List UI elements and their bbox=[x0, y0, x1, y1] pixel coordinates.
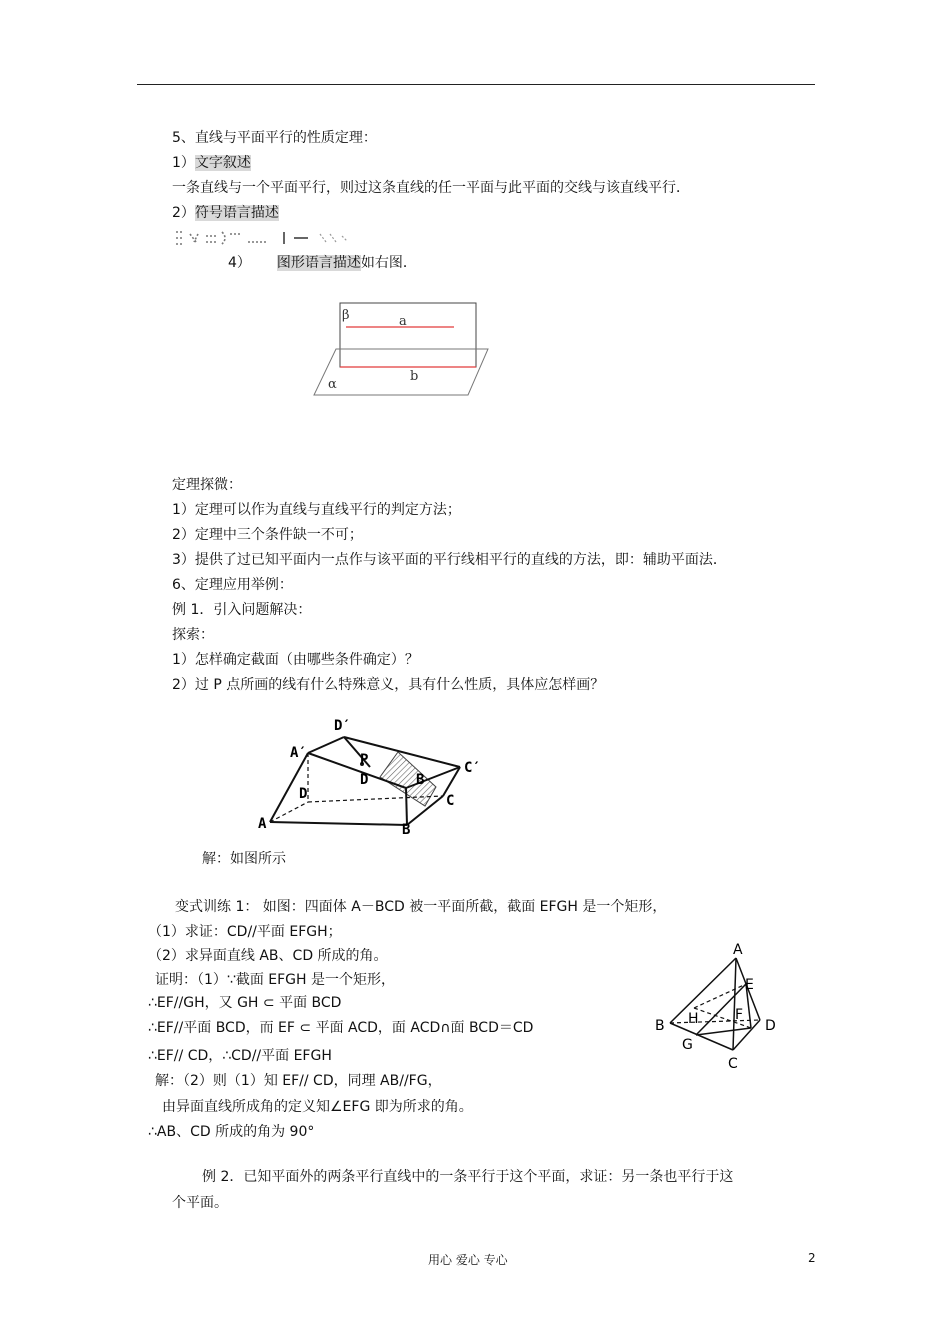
item4-num: 4） bbox=[228, 255, 251, 271]
label-b: b bbox=[410, 369, 419, 384]
probe-title: 定理探微： bbox=[172, 477, 242, 493]
label-B: B bbox=[402, 822, 411, 837]
proof-line-2: ∴EF//GH，又 GH ⊂ 平面 BCD bbox=[148, 995, 342, 1011]
item1 bbox=[172, 153, 251, 173]
label-Cprime: C′ bbox=[464, 760, 481, 776]
label-A: A bbox=[733, 942, 743, 958]
variant-q1: （1）求证：CD//平面 EFGH； bbox=[148, 924, 342, 940]
probe-item-1: 1）定理可以作为直线与直线平行的判定方法； bbox=[172, 502, 461, 518]
item2 bbox=[172, 203, 279, 223]
label-a: a bbox=[399, 314, 407, 329]
solution-line-2: 由异面直线所成角的定义知∠EFG 即为所求的角。 bbox=[162, 1099, 473, 1115]
proof-line-3: ∴EF//平面 BCD，而 EF ⊂ 平面 ACD，面 ACD∩面 BCD＝CD bbox=[148, 1020, 534, 1036]
label-B-section: B bbox=[416, 772, 425, 788]
item4-suffix: 如右图． bbox=[360, 255, 417, 271]
label-Dprime: D′ bbox=[334, 718, 351, 734]
variant-q2: （2）求异面直线 AB、CD 所成的角。 bbox=[148, 948, 388, 964]
item1-num: 1） bbox=[172, 155, 195, 171]
page-number: 2 bbox=[808, 1251, 816, 1265]
header-rule bbox=[137, 84, 815, 85]
label-D-section: D bbox=[360, 772, 369, 788]
proof-line-1: 证明：（1）∵截面 EFGH 是一个矩形， bbox=[155, 972, 395, 988]
solution-line-3: ∴AB、CD 所成的角为 90° bbox=[148, 1124, 315, 1140]
plane-beta bbox=[340, 303, 476, 367]
solution-1: 解：如图所示 bbox=[202, 851, 286, 867]
label-C: C bbox=[446, 793, 455, 809]
label-C: C bbox=[728, 1056, 738, 1072]
variant-title: 变式训练 1： 如图：四面体 A－BCD 被一平面所截，截面 EFGH 是一个矩形， bbox=[175, 899, 667, 915]
footer-text: 用心 爱心 专心 bbox=[428, 1253, 508, 1267]
probe-item-2: 2）定理中三个条件缺一不可； bbox=[172, 527, 363, 543]
label-B: B bbox=[655, 1018, 665, 1034]
item2-num: 2） bbox=[172, 205, 195, 221]
label-E: E bbox=[745, 977, 754, 993]
example2-line-2: 个平面。 bbox=[172, 1195, 228, 1211]
solution-line-1: 解：（2）则（1）知 EF// CD，同理 AB//FG， bbox=[155, 1073, 442, 1089]
label-H: H bbox=[688, 1011, 699, 1027]
section6-title: 6、定理应用举例： bbox=[172, 577, 293, 593]
label-F: F bbox=[735, 1007, 744, 1023]
figure-tetrahedron bbox=[650, 938, 790, 1073]
section5-title: 5、直线与平面平行的性质定理： bbox=[172, 130, 377, 146]
label-D: D bbox=[299, 786, 308, 802]
example1-title: 例 1．引入问题解决： bbox=[172, 602, 312, 618]
symbol-formula-image bbox=[172, 226, 382, 248]
item2-label: 符号语言描述 bbox=[194, 205, 279, 221]
item1-label: 文字叙述 bbox=[194, 155, 251, 171]
label-P: P bbox=[360, 752, 369, 768]
label-D: D bbox=[765, 1018, 776, 1034]
item1-text: 一条直线与一个平面平行，则过这条直线的任一平面与此平面的交线与该直线平行． bbox=[172, 180, 690, 196]
label-alpha: α bbox=[328, 377, 337, 392]
label-Aprime: A′ bbox=[290, 745, 307, 761]
label-A: A bbox=[258, 816, 267, 832]
example2-line-1: 例 2．已知平面外的两条平行直线中的一条平行于这个平面，求证：另一条也平行于这 bbox=[202, 1169, 734, 1185]
explore-label: 探索： bbox=[172, 627, 214, 643]
probe-item-3: 3）提供了过已知平面内一点作与该平面的平行线相平行的直线的方法，即：辅助平面法． bbox=[172, 552, 727, 568]
item4-label: 图形语言描述 bbox=[276, 255, 361, 271]
label-beta: β bbox=[342, 308, 350, 323]
question-1: 1）怎样确定截面（由哪些条件确定）？ bbox=[172, 652, 419, 668]
label-G: G bbox=[682, 1037, 693, 1053]
proof-line-4: ∴EF// CD，∴CD//平面 EFGH bbox=[148, 1048, 332, 1064]
question-2: 2）过 P 点所画的线有什么特殊意义，具有什么性质，具体应怎样画？ bbox=[172, 677, 605, 693]
figure-planes bbox=[310, 295, 500, 405]
figure-prism bbox=[250, 712, 500, 837]
item4 bbox=[228, 253, 417, 273]
